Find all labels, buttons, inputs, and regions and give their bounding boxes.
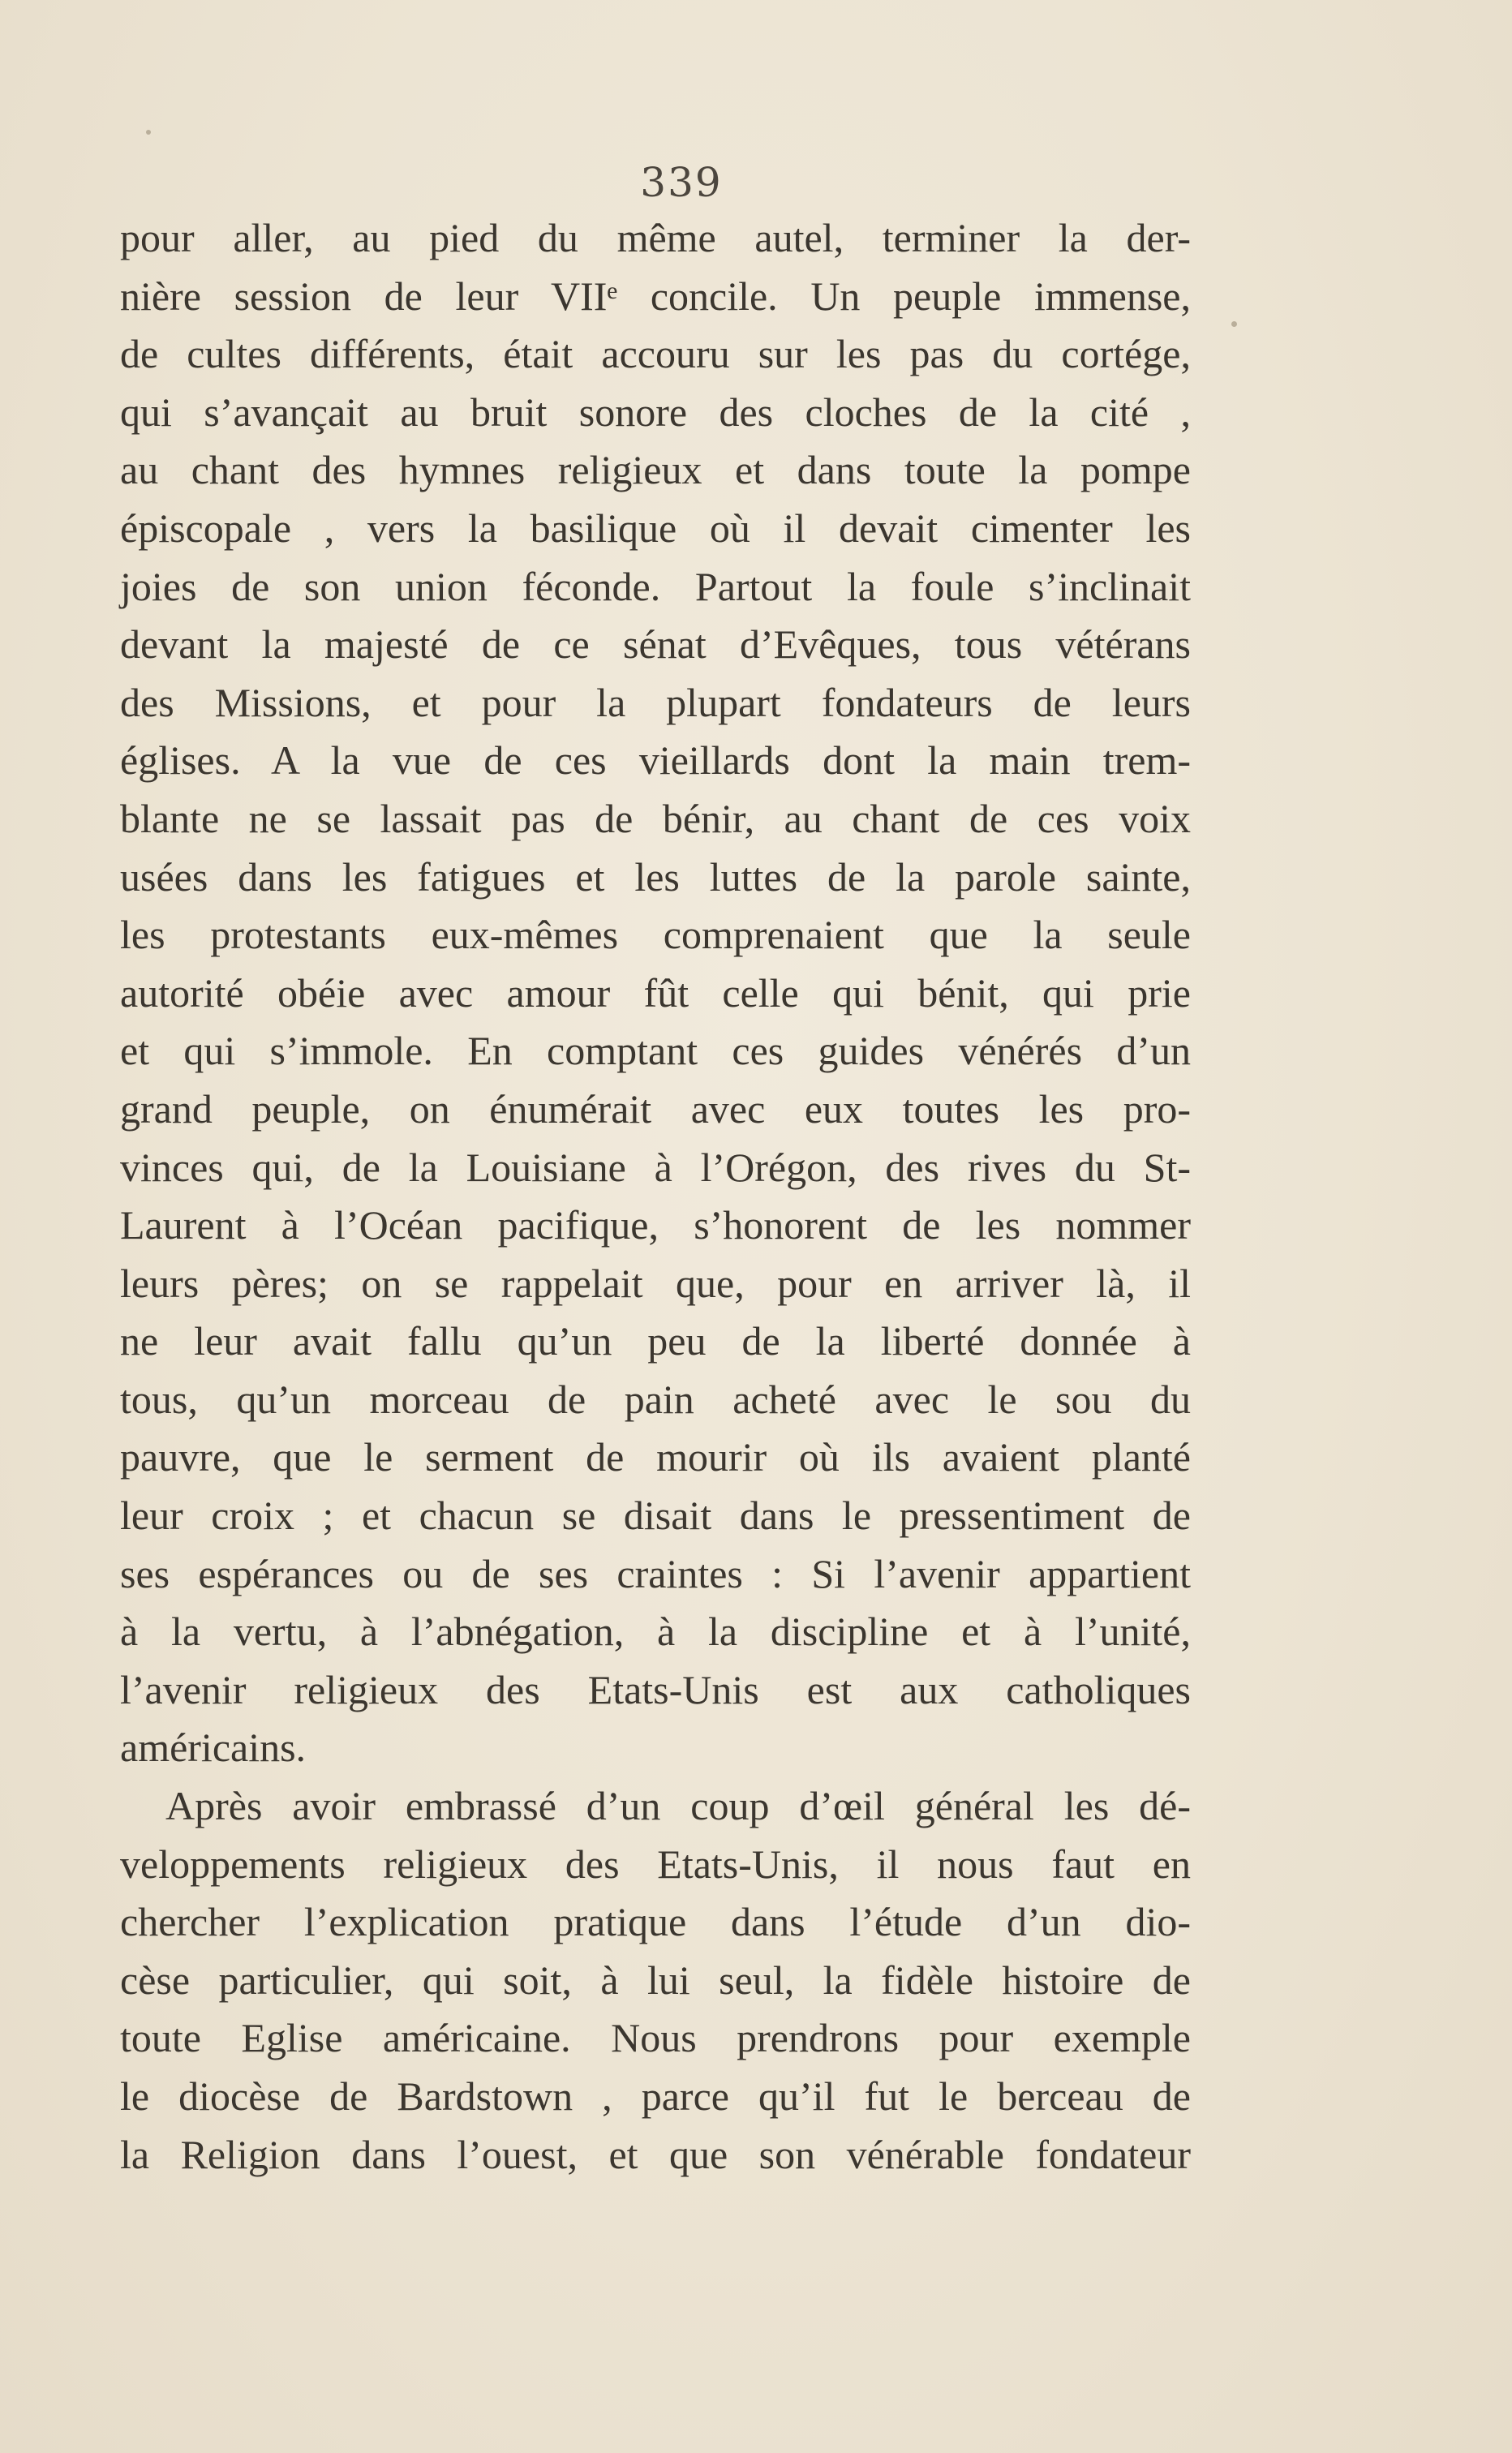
text-line: toute Eglise américaine. Nous prendrons pour exemple — [120, 2015, 1191, 2061]
text-line: ne leur avait fallu qu’un peu de la liberté donnée à — [120, 1318, 1191, 1364]
text-line: vinces qui, de la Louisiane à l’Orégon, des rives du St- — [120, 1144, 1191, 1190]
text-line: de cultes différents, était accouru sur les pas du cortége, — [120, 331, 1191, 377]
text-line: épiscopale , vers la basilique où il devait cimenter les — [120, 505, 1191, 551]
text-line: à la vertu, à l’abnégation, à la discipline et à l’unité, — [120, 1609, 1191, 1655]
text-line: qui s’avançait au bruit sonore des cloches de la cité , — [120, 389, 1191, 435]
paper-speck — [1231, 321, 1237, 327]
text-line-paragraph-start: Après avoir embrassé d’un coup d’œil général les dé- — [165, 1783, 1191, 1829]
text-line: ses espérances ou de ses craintes : Si l’avenir appartient — [120, 1550, 1191, 1596]
text-line: tous, qu’un morceau de pain acheté avec le sou du — [120, 1376, 1191, 1422]
text-line: la Religion dans l’ouest, et que son vénérable fondateur — [120, 2131, 1191, 2177]
text-line: chercher l’explication pratique dans l’étude d’un dio- — [120, 1899, 1191, 1945]
text-line: et qui s’immole. En comptant ces guides vénérés d’un — [120, 1028, 1191, 1074]
text-line: leur croix ; et chacun se disait dans le pressentiment de — [120, 1493, 1191, 1539]
text-line: devant la majesté de ce sénat d’Evêques, tous vétérans — [120, 621, 1191, 668]
text-line: autorité obéie avec amour fût celle qui bénit, qui prie — [120, 969, 1191, 1016]
page-number: 339 — [640, 159, 723, 206]
text-line: leurs pères; on se rappelait que, pour en arriver là, il — [120, 1260, 1191, 1306]
text-line: les protestants eux-mêmes comprenaient que la seule — [120, 912, 1191, 958]
text-line: joies de son union féconde. Partout la foule s’inclinait — [120, 563, 1191, 609]
text-line: le diocèse de Bardstown , parce qu’il fut le berceau de — [120, 2073, 1191, 2119]
text-line: églises. A la vue de ces vieillards dont la main trem- — [120, 737, 1191, 784]
text-line: Laurent à l’Océan pacifique, s’honorent de les nommer — [120, 1202, 1191, 1248]
text-line: blante ne se lassait pas de bénir, au chant de ces voix — [120, 795, 1191, 841]
text-line-paragraph-end: américains. — [120, 1725, 307, 1771]
text-line: pauvre, que le serment de mourir où ils avaient planté — [120, 1434, 1191, 1480]
body-text — [120, 209, 1191, 2184]
text-line: usées dans les fatigues et les luttes de la parole sainte, — [120, 853, 1191, 900]
text-line: veloppements religieux des Etats-Unis, il nous faut en — [120, 1841, 1191, 1887]
text-line: pour aller, au pied du même autel, terminer la der- — [120, 215, 1191, 260]
text-line: nière session de leur VIIᵉ concile. Un peuple immense, — [120, 273, 1191, 319]
text-line: au chant des hymnes religieux et dans toute la pompe — [120, 447, 1191, 493]
paper-speck — [146, 130, 151, 135]
text-line: l’avenir religieux des Etats-Unis est aux catholiques — [120, 1666, 1191, 1712]
text-line: des Missions, et pour la plupart fondateurs de leurs — [120, 679, 1191, 725]
text-line: cèse particulier, qui soit, à lui seul, la fidèle histoire de — [120, 1957, 1191, 2003]
text-line: grand peuple, on énumérait avec eux toutes les pro- — [120, 1085, 1191, 1132]
